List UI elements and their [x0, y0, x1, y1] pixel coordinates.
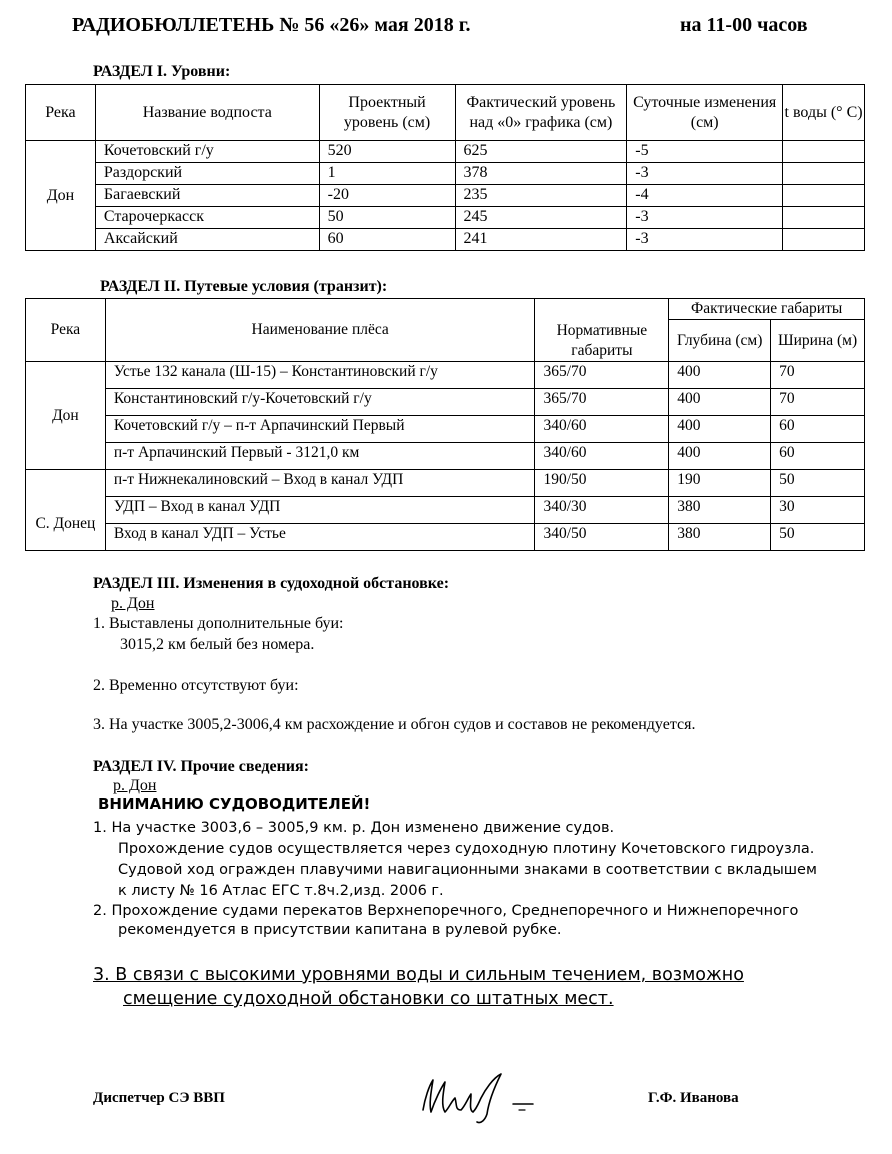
depth-cell: 190 — [669, 470, 771, 497]
norm-cell: 340/60 — [535, 443, 669, 470]
norm-cell: 190/50 — [535, 470, 669, 497]
section3-item1: 1. Выставлены дополнительные буи: — [93, 615, 344, 632]
river-cell: Дон — [26, 362, 106, 470]
section4-item1-line: 1. На участке 3003,6 – 3005,9 км. р. Дон изменено движение судов. — [93, 820, 615, 836]
section4-river: р. Дон — [113, 777, 157, 794]
norm-cell: 340/50 — [535, 524, 669, 551]
table-row — [26, 470, 865, 497]
dispatcher-name: Г.Ф. Иванова — [648, 1090, 739, 1106]
temp-cell — [783, 163, 865, 185]
table-row — [26, 524, 865, 551]
change-cell: -5 — [627, 141, 783, 163]
norm-cell: 365/70 — [535, 362, 669, 389]
norm-cell: 340/30 — [535, 497, 669, 524]
section4-item2-line: рекомендуется в присутствии капитана в рулевой рубке. — [118, 922, 562, 938]
stretch-cell: Константиновский г/у-Кочетовский г/у — [105, 389, 535, 416]
signature — [415, 1068, 545, 1128]
depth-cell: 380 — [669, 524, 771, 551]
width-cell: 50 — [771, 470, 865, 497]
change-cell: -3 — [627, 207, 783, 229]
col-header-actual: Фактические габариты — [669, 299, 865, 320]
actual-cell: 378 — [455, 163, 627, 185]
post-cell: Старочеркасск — [95, 207, 319, 229]
table-row — [26, 362, 865, 389]
transit-table — [25, 298, 865, 551]
norm-cell: 340/60 — [535, 416, 669, 443]
norm-cell: 365/70 — [535, 389, 669, 416]
temp-cell — [783, 185, 865, 207]
table-row — [26, 416, 865, 443]
stretch-cell: УДП – Вход в канал УДП — [105, 497, 535, 524]
section3-item3: 3. На участке 3005,2-3006,4 км расхождение и обгон судов и составов не рекомендуется. — [93, 716, 696, 733]
actual-cell: 625 — [455, 141, 627, 163]
depth-cell: 400 — [669, 362, 771, 389]
temp-cell — [783, 229, 865, 251]
section4-item3-line: 3. В связи с высокими уровнями воды и сильным течением, возможно — [93, 965, 744, 985]
section4-item2-line: 2. Прохождение судами перекатов Верхнепоречного, Среднепоречного и Нижнепоречного — [93, 903, 799, 919]
col-header-stretch: Наименование плёса — [105, 299, 535, 362]
section4-title: РАЗДЕЛ IV. Прочие сведения: — [93, 758, 309, 775]
col-header-post: Название водпоста — [95, 85, 319, 141]
col-header-actual: Фактический уровень над «0» графика (см) — [455, 85, 627, 141]
temp-cell — [783, 207, 865, 229]
table-row — [26, 141, 865, 163]
col-header-river: Река — [26, 85, 96, 141]
section3-item1-detail: 3015,2 км белый без номера. — [120, 636, 315, 653]
project-cell: 1 — [319, 163, 455, 185]
transit-header-row — [26, 299, 865, 320]
section1-title: РАЗДЕЛ I. Уровни: — [93, 63, 231, 80]
bulletin-title: РАДИОБЮЛЛЕТЕНЬ № 56 «26» мая 2018 г. — [72, 14, 471, 36]
col-header-normative: Нормативные габариты — [535, 299, 669, 362]
actual-cell: 235 — [455, 185, 627, 207]
post-cell: Раздорский — [95, 163, 319, 185]
width-cell: 70 — [771, 362, 865, 389]
table-row — [26, 497, 865, 524]
section4-item1-line: Судовой ход огражден плавучими навигационными знаками в соответствии с вкладышем — [118, 862, 817, 878]
dispatcher-position: Диспетчер СЭ ВВП — [93, 1090, 225, 1106]
levels-table — [25, 84, 865, 251]
actual-cell: 241 — [455, 229, 627, 251]
post-cell: Багаевский — [95, 185, 319, 207]
project-cell: -20 — [319, 185, 455, 207]
table-row — [26, 229, 865, 251]
col-header-depth: Глубина (см) — [669, 320, 771, 362]
width-cell: 70 — [771, 389, 865, 416]
width-cell: 50 — [771, 524, 865, 551]
stretch-cell: п-т Нижнекалиновский – Вход в канал УДП — [105, 470, 535, 497]
depth-cell: 400 — [669, 389, 771, 416]
depth-cell: 380 — [669, 497, 771, 524]
section2-title: РАЗДЕЛ II. Путевые условия (транзит): — [100, 278, 388, 295]
actual-cell: 245 — [455, 207, 627, 229]
project-cell: 60 — [319, 229, 455, 251]
section4-item3-line: смещение судоходной обстановки со штатных мест. — [123, 989, 614, 1009]
temp-cell — [783, 141, 865, 163]
col-header-width: Ширина (м) — [771, 320, 865, 362]
section3-river: р. Дон — [111, 595, 155, 612]
river-cell: Дон — [26, 141, 96, 251]
post-cell: Аксайский — [95, 229, 319, 251]
change-cell: -3 — [627, 163, 783, 185]
bulletin-time: на 11-00 часов — [680, 14, 808, 36]
stretch-cell: Вход в канал УДП – Устье — [105, 524, 535, 551]
section4-item1-line: к листу № 16 Атлас ЕГС т.8ч.2,изд. 2006 г. — [118, 883, 444, 899]
width-cell: 60 — [771, 416, 865, 443]
width-cell: 30 — [771, 497, 865, 524]
col-header-change: Суточные изменения (см) — [627, 85, 783, 141]
change-cell: -4 — [627, 185, 783, 207]
river-cell: С. Донец — [26, 470, 106, 551]
attention-heading: ВНИМАНИЮ СУДОВОДИТЕЛЕЙ! — [98, 795, 371, 813]
col-header-project: Проектный уровень (см) — [319, 85, 455, 141]
stretch-cell: п-т Арпачинский Первый - 3121,0 км — [105, 443, 535, 470]
table-row — [26, 163, 865, 185]
col-header-river: Река — [26, 299, 106, 362]
section4-item3 — [93, 963, 744, 1011]
stretch-cell: Кочетовский г/у – п-т Арпачинский Первый — [105, 416, 535, 443]
col-header-temp: t воды (° С) — [783, 85, 865, 141]
section4-item1-line: Прохождение судов осуществляется через судоходную плотину Кочетовского гидроузла. — [118, 841, 815, 857]
change-cell: -3 — [627, 229, 783, 251]
post-cell: Кочетовский г/у — [95, 141, 319, 163]
project-cell: 50 — [319, 207, 455, 229]
stretch-cell: Устье 132 канала (Ш-15) – Константиновский г/у — [105, 362, 535, 389]
depth-cell: 400 — [669, 416, 771, 443]
table-row — [26, 185, 865, 207]
section4-item2 — [93, 902, 798, 940]
project-cell: 520 — [319, 141, 455, 163]
table-row — [26, 443, 865, 470]
table-row — [26, 389, 865, 416]
section3-title: РАЗДЕЛ III. Изменения в судоходной обстановке: — [93, 575, 450, 592]
width-cell: 60 — [771, 443, 865, 470]
section4-item1 — [93, 818, 817, 902]
table-row — [26, 207, 865, 229]
section3-item2: 2. Временно отсутствуют буи: — [93, 677, 299, 694]
depth-cell: 400 — [669, 443, 771, 470]
levels-header-row — [26, 85, 865, 141]
